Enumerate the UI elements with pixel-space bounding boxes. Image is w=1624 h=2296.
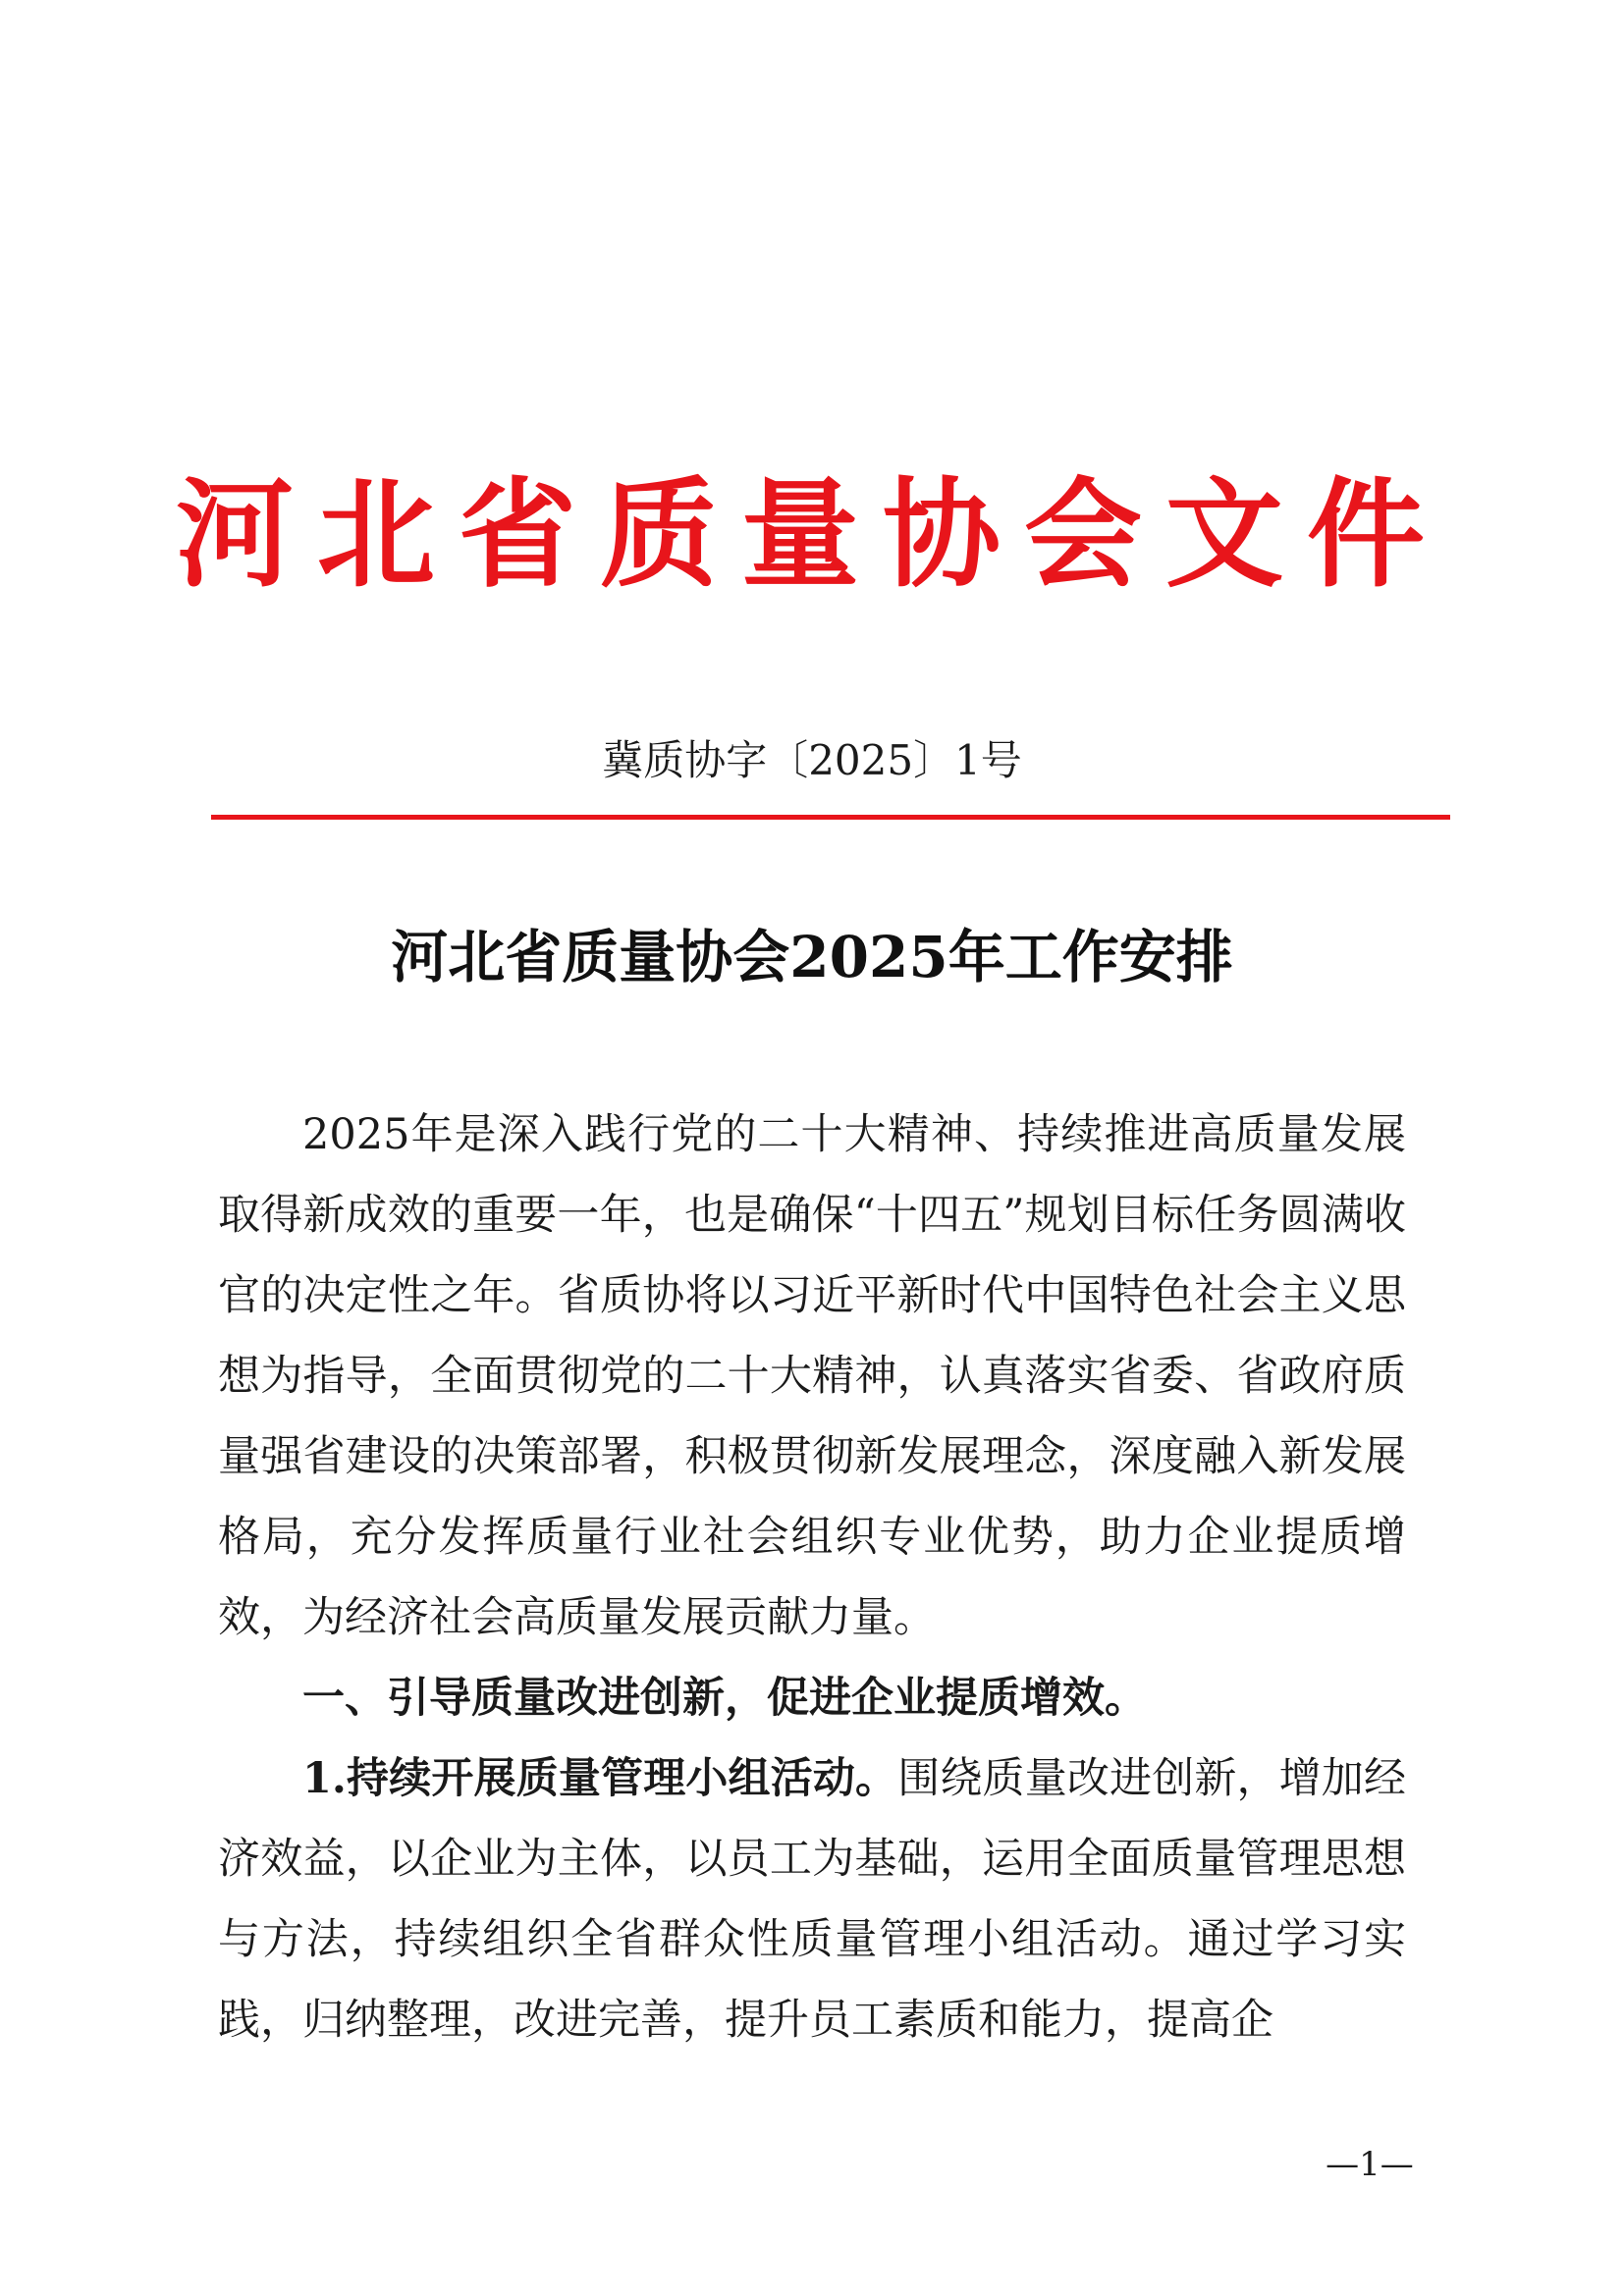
item-paragraph-1 [218, 1738, 1406, 2060]
item-text-1: 围绕质量改进创新，增加经济效益，以企业为主体，以员工为基础，运用全面质量管理思想与方法，持续组织全省群众性质量管理小组活动。通过学习实践，归纳整理，改进完善，提升员工素质和能力，提高企 [218, 1754, 1407, 2045]
body-text [218, 1095, 1406, 2060]
document-number: 冀质协字〔2025〕1号 [602, 736, 1022, 784]
page-number: —1— [1326, 2145, 1414, 2184]
item-lead-1: 1.持续开展质量管理小组活动。 [302, 1754, 898, 1803]
intro-paragraph: 2025年是深入践行党的二十大精神、持续推进高质量发展取得新成效的重要一年，也是确保“十四五”规划目标任务圆满收官的决定性之年。省质协将以习近平新时代中国特色社会主义思想为指导，全面贯彻党的二十大精神，认真落实省委、省政府质量强省建设的决策部署，积极贯彻新发展理念，深度融入新发展格局，充分发挥质量行业社会组织专业优势，助力企业提质增效，为经济社会高质量发展贡献力量。 [218, 1110, 1406, 1642]
masthead-title: 河北省质量协会文件 [176, 465, 1448, 604]
red-divider-line [211, 815, 1450, 820]
section-heading-1: 一、引导质量改进创新，促进企业提质增效。 [302, 1674, 1147, 1723]
document-title: 河北省质量协会2025年工作安排 [391, 924, 1233, 990]
